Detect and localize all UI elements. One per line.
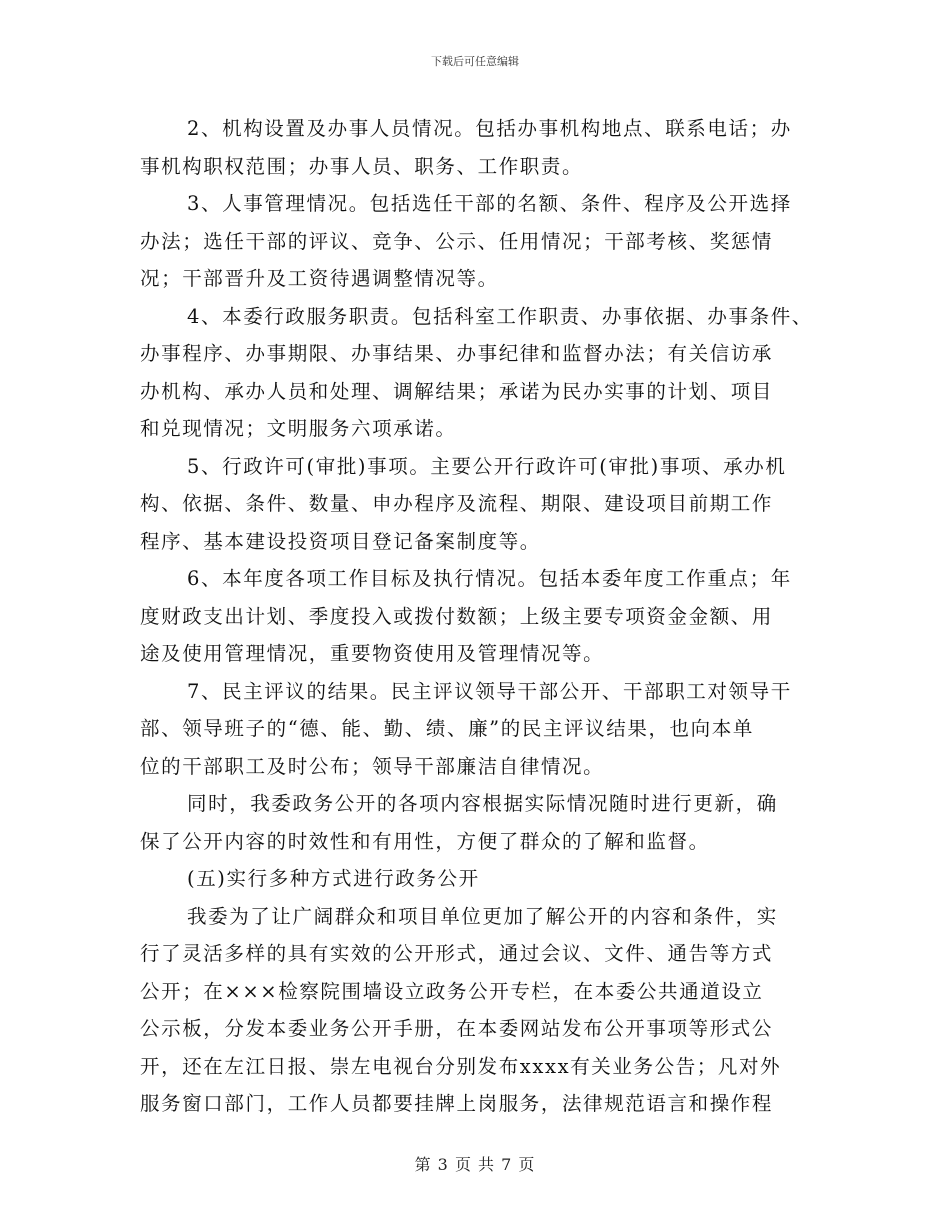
text-line: 4、本委行政服务职责。包括科室工作职责、办事依据、办事条件、 [187, 304, 813, 328]
text-line: 同时，我委政务公开的各项内容根据实际情况随时进行更新，确 [187, 792, 778, 815]
text-line: 行了灵活多样的具有实效的公开形式，通过会议、文件、通告等方式 [140, 942, 774, 965]
text-line: 办法；选任干部的评议、竞争、公示、任用情况；干部考核、奖惩情 [140, 229, 774, 253]
text-line: 2、机构设置及办事人员情况。包括办事机构地点、联系电话；办 [187, 117, 792, 140]
text-line: 办机构、承办人员和处理、调解结果；承诺为民办实事的计划、项目 [140, 379, 774, 403]
page-number: 第 3 页 共 7 页 [414, 1155, 536, 1174]
text-line: 公开；在×××检察院围墙设立政务公开专栏，在本委公共通道设立 [140, 979, 764, 1003]
text-line: 部、领导班子的“德、能、勤、绩、廉”的民主评议结果，也向本单 [140, 717, 754, 740]
text-line: 开，还在左江日报、崇左电视台分别发布xxxx有关业务公告；凡对外 [140, 1054, 782, 1078]
text-line: 7、民主评议的结果。民主评议领导干部公开、干部职工对领导干 [187, 679, 792, 703]
text-line: 办事程序、办事期限、办事结果、办事纪律和监督办法；有关信访承 [140, 342, 774, 365]
text-line: 3、人事管理情况。包括选任干部的名额、条件、程序及公开选择 [187, 192, 792, 215]
text-line: 途及使用管理情况，重要物资使用及管理情况等。 [140, 642, 605, 665]
section-heading: (五)实行多种方式进行政务公开 [187, 867, 480, 890]
text-line: 位的干部职工及时公布；领导干部廉洁自律情况。 [140, 754, 605, 778]
page-header: 下载后可任意编辑 [431, 55, 519, 68]
text-line: 和兑现情况；文明服务六项承诺。 [140, 417, 457, 440]
text-line: 况；干部晋升及工资待遇调整情况等。 [140, 267, 499, 290]
text-line: 保了公开内容的时效性和有用性，方便了群众的了解和监督。 [140, 829, 710, 853]
text-line: 6、本年度各项工作目标及执行情况。包括本委年度工作重点；年 [187, 567, 792, 590]
text-line: 5、行政许可(审批)事项。主要公开行政许可(审批)事项、承办机 [187, 454, 787, 478]
text-line: 度财政支出计划、季度投入或拨付数额；上级主要专项资金金额、用 [140, 604, 774, 628]
text-line: 服务窗口部门，工作人员都要挂牌上岗服务，法律规范语言和操作程 [140, 1092, 774, 1115]
text-line: 公示板，分发本委业务公开手册，在本委网站发布公开事项等形式公 [140, 1017, 774, 1040]
text-line: 我委为了让广阔群众和项目单位更加了解公开的内容和条件，实 [187, 904, 778, 928]
document-body [140, 110, 820, 1123]
text-line: 构、依据、条件、数量、申办程序及流程、期限、建设项目前期工作 [140, 492, 774, 515]
text-line: 程序、基本建设投资项目登记备案制度等。 [140, 529, 541, 553]
text-line: 事机构职权范围；办事人员、职务、工作职责。 [140, 154, 584, 178]
